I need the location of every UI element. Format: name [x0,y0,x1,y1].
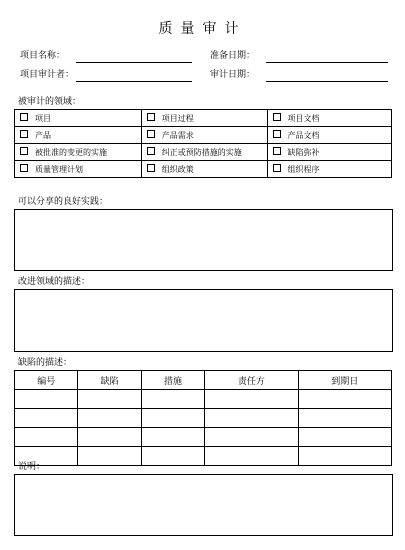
table-header-row [15,371,392,390]
table-cell[interactable] [205,390,298,409]
page-title: 质量审计 [158,21,247,37]
notes-label: 说明： [18,462,46,472]
prep-date-field[interactable] [266,52,388,63]
table-cell[interactable] [15,428,78,447]
table-cell[interactable] [78,428,141,447]
table-row [15,447,392,466]
column-header: 编号 [15,371,78,390]
area-checkbox[interactable]: 项目过程 [141,110,267,127]
auditor-field[interactable] [76,71,192,82]
checkbox-icon[interactable] [20,130,28,138]
defects-table [14,370,392,466]
table-cell[interactable] [141,428,204,447]
audit-date-label: 审计日期： [210,70,256,80]
good-practices-label: 可以分享的良好实践： [18,197,109,207]
column-header: 到期日 [298,371,391,390]
table-row [15,127,392,144]
table-cell[interactable] [298,409,391,428]
table-cell[interactable] [205,447,298,466]
checkbox-icon[interactable] [147,130,155,138]
checkbox-icon[interactable] [20,113,28,121]
checkbox-icon[interactable] [147,113,155,121]
checkbox-icon[interactable] [273,147,281,155]
area-checkbox[interactable]: 组织程序 [267,161,391,178]
project-name-label: 项目名称： [20,51,66,61]
improvement-textarea[interactable] [14,289,393,352]
auditor-label: 项目审计者： [20,70,75,80]
table-cell[interactable] [141,447,204,466]
checkbox-icon[interactable] [20,164,28,172]
table-cell[interactable] [78,447,141,466]
project-name-field[interactable] [76,52,192,63]
table-cell[interactable] [15,409,78,428]
column-header: 责任方 [205,371,298,390]
area-checkbox[interactable]: 产品需求 [141,127,267,144]
defects-label: 缺陷的描述： [18,358,73,368]
table-cell[interactable] [78,390,141,409]
areas-label: 被审计的领域： [18,97,82,107]
area-checkbox[interactable]: 缺陷弥补 [267,144,391,161]
table-cell[interactable] [15,390,78,409]
area-checkbox[interactable]: 被批准的变更的实施 [15,144,142,161]
checkbox-icon[interactable] [147,147,155,155]
table-cell[interactable] [141,409,204,428]
audit-date-field[interactable] [266,71,388,82]
prep-date-label: 准备日期： [210,51,256,61]
notes-textarea[interactable] [14,474,393,536]
table-row [15,390,392,409]
table-row [15,144,392,161]
table-cell[interactable] [141,390,204,409]
table-cell[interactable] [205,409,298,428]
area-checkbox[interactable]: 项目 [15,110,142,127]
table-row [15,428,392,447]
checkbox-icon[interactable] [273,130,281,138]
table-row [15,409,392,428]
area-checkbox[interactable]: 产品 [15,127,142,144]
column-header: 措施 [141,371,204,390]
table-row [15,161,392,178]
table-cell[interactable] [298,390,391,409]
checkbox-icon[interactable] [273,164,281,172]
checkbox-icon[interactable] [20,147,28,155]
table-cell[interactable] [298,447,391,466]
checkbox-icon[interactable] [273,113,281,121]
good-practices-textarea[interactable] [14,209,393,271]
table-row [15,110,392,127]
improvement-label: 改进领域的描述： [18,277,91,287]
area-checkbox[interactable]: 组织政策 [141,161,267,178]
table-cell[interactable] [78,409,141,428]
area-checkbox[interactable]: 质量管理计划 [15,161,142,178]
table-cell[interactable] [298,428,391,447]
checkbox-icon[interactable] [147,164,155,172]
column-header: 缺陷 [78,371,141,390]
areas-table [14,109,392,178]
table-cell[interactable] [205,428,298,447]
area-checkbox[interactable]: 纠正或预防措施的实施 [141,144,267,161]
area-checkbox[interactable]: 项目文档 [267,110,391,127]
area-checkbox[interactable]: 产品文档 [267,127,391,144]
